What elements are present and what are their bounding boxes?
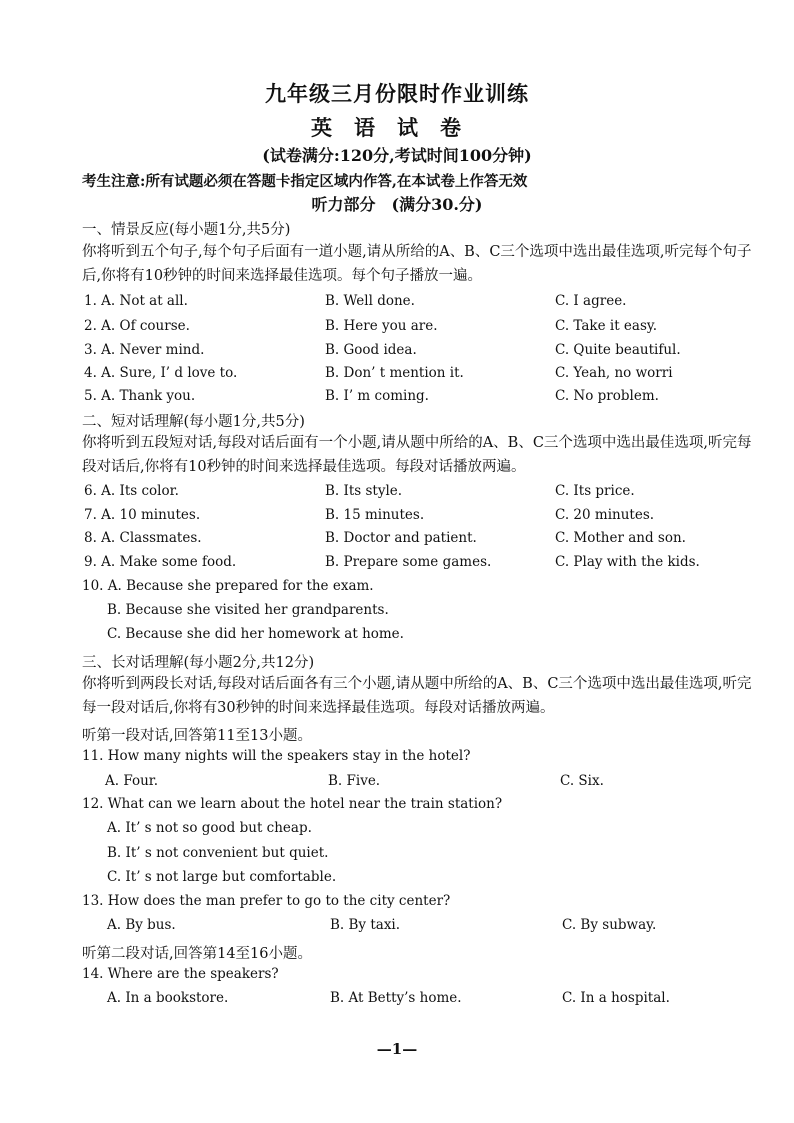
option-b: B. Five. bbox=[328, 773, 381, 789]
option-c: C. I agree. bbox=[555, 293, 627, 309]
option-b: B. I’ m coming. bbox=[325, 388, 429, 404]
question-5 bbox=[82, 388, 762, 410]
option-a: A. In a bookstore. bbox=[107, 990, 229, 1006]
question-4 bbox=[82, 365, 762, 387]
question-11-options bbox=[105, 773, 785, 795]
option-a: 7. A. 10 minutes. bbox=[84, 507, 201, 523]
dialog-1-heading: 听第一段对话,回答第11至13小题。 bbox=[82, 728, 313, 744]
question-12-option-a: A. It’ s not so good but cheap. bbox=[107, 820, 312, 836]
exam-title: 九年级三月份限时作业训练 bbox=[265, 81, 529, 106]
option-b: B. Well done. bbox=[325, 293, 415, 309]
question-10-option-c: C. Because she did her homework at home. bbox=[107, 626, 404, 642]
question-12-option-c: C. It’ s not large but comfortable. bbox=[107, 869, 337, 885]
question-3 bbox=[82, 342, 762, 364]
option-b: B. Here you are. bbox=[325, 318, 438, 334]
option-c: C. In a hospital. bbox=[562, 990, 670, 1006]
question-13-options bbox=[107, 917, 787, 939]
section-2-instructions: 你将听到五段短对话,每段对话后面有一个小题,请从题中所给的A、B、C三个选项中选出最佳选项,听完每段对话后,你将有10秒钟的时间来选择最佳选项。每段对话播放两遍。 bbox=[82, 435, 752, 475]
question-6 bbox=[82, 483, 762, 505]
option-c: C. Quite beautiful. bbox=[555, 342, 681, 358]
option-a: 8. A. Classmates. bbox=[84, 530, 202, 546]
question-2 bbox=[82, 318, 762, 340]
page-number: —1— bbox=[376, 1040, 418, 1058]
exam-subject: 英语试卷 bbox=[311, 115, 483, 140]
option-c: C. Mother and son. bbox=[555, 530, 686, 546]
question-10-option-a: 10. A. Because she prepared for the exam. bbox=[82, 578, 374, 594]
question-9 bbox=[82, 554, 762, 576]
option-b: B. Prepare some games. bbox=[325, 554, 492, 570]
option-b: B. Its style. bbox=[325, 483, 403, 499]
option-a: A. By bus. bbox=[107, 917, 176, 933]
option-b: B. Good idea. bbox=[325, 342, 417, 358]
section-1-instructions: 你将听到五个句子,每个句子后面有一道小题,请从所给的A、B、C三个选项中选出最佳选项,听完每个句子后,你将有10秒钟的时间来选择最佳选项。每个句子播放一遍。 bbox=[82, 244, 752, 284]
option-c: C. Its price. bbox=[555, 483, 635, 499]
question-12-option-b: B. It’ s not convenient but quiet. bbox=[107, 845, 329, 861]
question-13-stem: 13. How does the man prefer to go to the city center? bbox=[82, 893, 451, 909]
option-a: 4. A. Sure, I’ d love to. bbox=[84, 365, 238, 381]
question-12-stem: 12. What can we learn about the hotel near the train station? bbox=[82, 796, 503, 812]
option-c: C. By subway. bbox=[562, 917, 657, 933]
option-a: 2. A. Of course. bbox=[84, 318, 190, 334]
question-7 bbox=[82, 507, 762, 529]
question-11-stem: 11. How many nights will the speakers stay in the hotel? bbox=[82, 748, 471, 764]
option-b: B. By taxi. bbox=[330, 917, 401, 933]
section-2-title: 二、短对话理解(每小题1分,共5分) bbox=[82, 414, 305, 430]
option-c: C. Yeah, no worri bbox=[555, 365, 673, 381]
option-c: C. Play with the kids. bbox=[555, 554, 700, 570]
section-3-title: 三、长对话理解(每小题2分,共12分) bbox=[82, 655, 315, 671]
question-14-stem: 14. Where are the speakers? bbox=[82, 966, 279, 982]
exam-info: (试卷满分:120分,考试时间100分钟) bbox=[262, 146, 532, 165]
option-c: C. Six. bbox=[560, 773, 604, 789]
option-a: 1. A. Not at all. bbox=[84, 293, 188, 309]
option-c: C. 20 minutes. bbox=[555, 507, 655, 523]
option-a: 5. A. Thank you. bbox=[84, 388, 196, 404]
part-title: 听力部分 (满分30.分) bbox=[311, 195, 483, 214]
option-b: B. 15 minutes. bbox=[325, 507, 425, 523]
section-1-title: 一、情景反应(每小题1分,共5分) bbox=[82, 222, 291, 238]
option-a: 3. A. Never mind. bbox=[84, 342, 205, 358]
section-3-instructions: 你将听到两段长对话,每段对话后面各有三个小题,请从题中所给的A、B、C三个选项中选出最佳选项,听完每一段对话后,你将有30秒钟的时间来选择最佳选项。每段对话播放两遍。 bbox=[82, 676, 752, 716]
question-1 bbox=[82, 293, 762, 315]
option-a: 9. A. Make some food. bbox=[84, 554, 237, 570]
option-a: 6. A. Its color. bbox=[84, 483, 179, 499]
question-10-option-b: B. Because she visited her grandparents. bbox=[107, 602, 389, 618]
option-c: C. Take it easy. bbox=[555, 318, 658, 334]
question-14-options bbox=[107, 990, 787, 1012]
question-8 bbox=[82, 530, 762, 552]
option-a: A. Four. bbox=[105, 773, 159, 789]
option-b: B. Don’ t mention it. bbox=[325, 365, 464, 381]
option-b: B. Doctor and patient. bbox=[325, 530, 477, 546]
option-b: B. At Betty’s home. bbox=[330, 990, 462, 1006]
option-c: C. No problem. bbox=[555, 388, 659, 404]
exam-notice: 考生注意:所有试题必须在答题卡指定区域内作答,在本试卷上作答无效 bbox=[82, 173, 528, 190]
dialog-2-heading: 听第二段对话,回答第14至16小题。 bbox=[82, 946, 313, 962]
